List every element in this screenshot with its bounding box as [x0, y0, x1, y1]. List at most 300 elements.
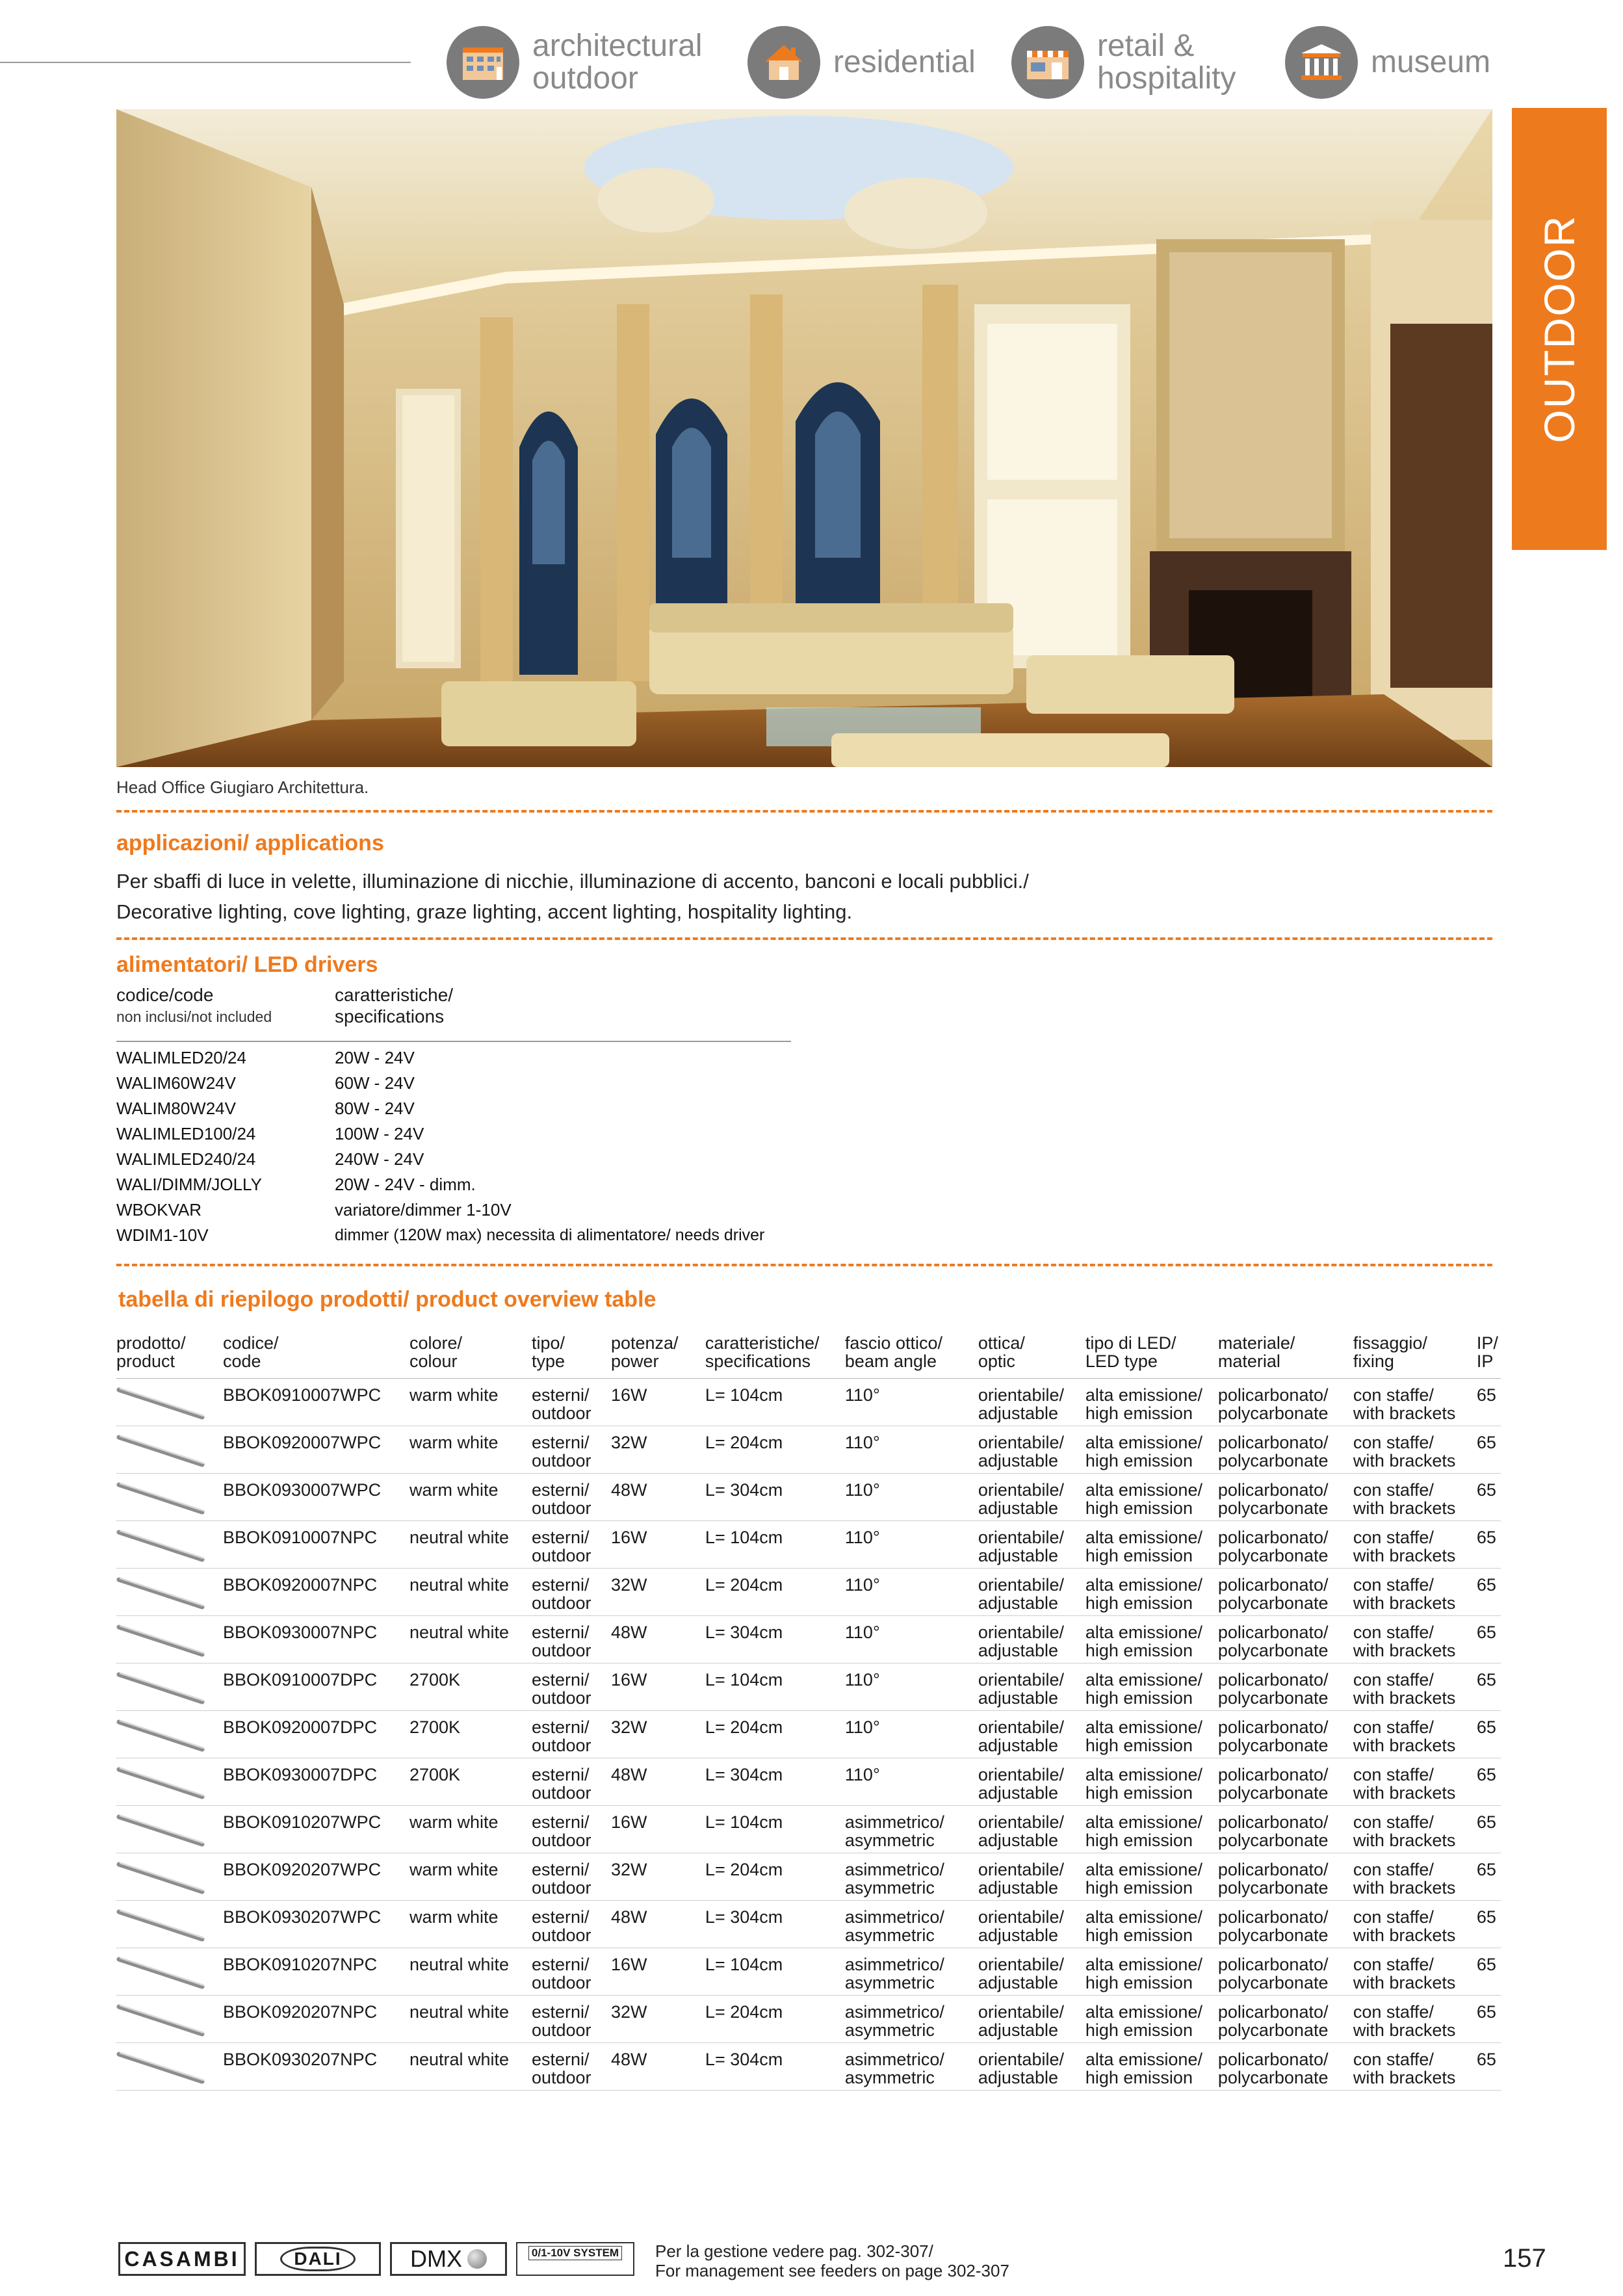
colour-text: 2700K	[409, 1765, 461, 1784]
ip-rating-text: 65	[1476, 1907, 1496, 1927]
ip-rating	[1477, 1426, 1501, 1474]
optic-text: adjustable	[978, 1878, 1058, 1898]
product-thumbnail	[116, 1616, 223, 1663]
led-type	[1085, 1379, 1218, 1426]
material	[1218, 1948, 1353, 1996]
product-row	[116, 1758, 1501, 1806]
material-text: polycarbonate	[1217, 1451, 1329, 1470]
beam-angle-text: asymmetric	[844, 1973, 935, 1992]
category-residential[interactable]	[747, 26, 976, 99]
optic-text: orientabile/	[978, 1623, 1064, 1642]
length-text: L= 304cm	[705, 1480, 783, 1500]
colour	[409, 1806, 532, 1853]
optic-text: orientabile/	[978, 1717, 1064, 1737]
material-text: polycarbonate	[1217, 2068, 1329, 2087]
optic-text: orientabile/	[978, 1670, 1064, 1689]
colour-text: neutral white	[409, 1528, 510, 1547]
material	[1218, 1996, 1353, 2043]
optic	[978, 1901, 1085, 1948]
power	[611, 1806, 705, 1853]
drivers-header-rule	[116, 1041, 791, 1042]
led-type-text: alta emissione/	[1085, 1385, 1202, 1405]
product-thumbnail	[116, 2043, 223, 2091]
photo-caption: Head Office Giugiaro Architettura.	[116, 777, 369, 797]
ip-rating-text: 65	[1476, 1765, 1496, 1784]
management-note	[655, 2241, 1009, 2280]
driver-code: WDIM1-10V	[116, 1225, 209, 1245]
ip-rating	[1477, 1616, 1501, 1663]
product-code	[223, 1758, 409, 1806]
led-type-text: alta emissione/	[1085, 2050, 1202, 2069]
power-text: 48W	[610, 1480, 647, 1500]
driver-spec: dimmer (120W max) necessita di alimentatore/ needs driver	[335, 1226, 765, 1244]
product-row	[116, 1901, 1501, 1948]
power	[611, 1711, 705, 1758]
material	[1218, 1616, 1353, 1663]
beam-angle	[845, 1806, 978, 1853]
category-label-line1: architectural	[532, 29, 703, 63]
driver-code: WALIMLED20/24	[116, 1048, 246, 1067]
ip-rating-text: 65	[1476, 1670, 1496, 1689]
beam-angle	[845, 1569, 978, 1616]
management-note-it: Per la gestione vedere pag. 302-307/	[655, 2241, 933, 2261]
colour-text: neutral white	[409, 2050, 510, 2069]
beam-angle-text: 110°	[844, 1528, 880, 1547]
length	[705, 1521, 845, 1569]
power	[611, 2043, 705, 2091]
led-type-text: alta emissione/	[1085, 1765, 1202, 1784]
length	[705, 1853, 845, 1901]
ip-rating	[1477, 1711, 1501, 1758]
led-type-text: alta emissione/	[1085, 1433, 1202, 1452]
led-type-text: alta emissione/	[1085, 1670, 1202, 1689]
optic	[978, 1379, 1085, 1426]
led-type	[1085, 1711, 1218, 1758]
led-type	[1085, 1996, 1218, 2043]
product-thumbnail	[116, 1853, 223, 1901]
beam-angle-text: asymmetric	[844, 1925, 935, 1945]
material-text: polycarbonate	[1217, 1736, 1329, 1755]
product-row	[116, 1806, 1501, 1853]
optic	[978, 1521, 1085, 1569]
driver-spec: 20W - 24V - dimm.	[335, 1175, 476, 1194]
type-text: esterni/	[531, 1433, 590, 1452]
drivers-heading: alimentatori/ LED drivers	[116, 952, 378, 977]
beam-angle	[845, 1426, 978, 1474]
power-text: 48W	[610, 1623, 647, 1642]
product-thumbnail	[116, 1663, 223, 1711]
optic-text: adjustable	[978, 1498, 1058, 1518]
beam-angle	[845, 1853, 978, 1901]
material-text: policarbonato/	[1217, 1528, 1329, 1547]
product-row	[116, 1616, 1501, 1663]
category-label-line1: residential	[833, 45, 976, 79]
fixing-text: with brackets	[1353, 1925, 1456, 1945]
beam-angle	[845, 1616, 978, 1663]
type-text: esterni/	[531, 1765, 590, 1784]
colour-text: neutral white	[409, 1575, 510, 1595]
driver-spec: 20W - 24V	[335, 1048, 415, 1067]
driver-spec: variatore/dimmer 1-10V	[335, 1200, 512, 1220]
beam-angle-text: asymmetric	[844, 1831, 935, 1850]
power	[611, 1426, 705, 1474]
type-text: esterni/	[531, 2002, 590, 2022]
led-type-text: high emission	[1085, 1925, 1193, 1945]
material-text: polycarbonate	[1217, 1688, 1329, 1708]
product-row	[116, 1853, 1501, 1901]
optic-text: adjustable	[978, 1736, 1058, 1755]
optic-text: orientabile/	[978, 1860, 1064, 1879]
led-bar-icon	[116, 2003, 207, 2039]
fixing	[1353, 1521, 1477, 1569]
product-row	[116, 1426, 1501, 1474]
product-code	[223, 1711, 409, 1758]
interior-photo	[116, 109, 1492, 767]
section-divider	[116, 1264, 1492, 1266]
product-thumbnail	[116, 1569, 223, 1616]
category-retail-hospitality[interactable]	[1011, 26, 1236, 99]
beam-angle	[845, 1948, 978, 1996]
ip-rating	[1477, 2043, 1501, 2091]
beam-angle	[845, 1758, 978, 1806]
type-text: esterni/	[531, 2050, 590, 2069]
material-text: policarbonato/	[1217, 1955, 1329, 1974]
power-text: 48W	[610, 1907, 647, 1927]
management-note-en: For management see feeders on page 302-307	[655, 2261, 1009, 2280]
led-type-text: high emission	[1085, 1593, 1193, 1613]
applications-line-en: Decorative lighting, cove lighting, graze lighting, accent lighting, hospitality lighting.	[116, 900, 853, 923]
led-bar-icon	[116, 1433, 207, 1470]
length-text: L= 204cm	[705, 1717, 783, 1737]
fixing-text: con staffe/	[1353, 1433, 1434, 1452]
colour-text: neutral white	[409, 1955, 510, 1974]
ip-rating	[1477, 1901, 1501, 1948]
length	[705, 1663, 845, 1711]
length	[705, 1711, 845, 1758]
ip-rating-text: 65	[1476, 1575, 1496, 1595]
beam-angle	[845, 1379, 978, 1426]
product-code-text: BBOK0910007NPC	[222, 1528, 378, 1547]
led-type-text: alta emissione/	[1085, 1955, 1202, 1974]
beam-angle	[845, 1474, 978, 1521]
product-thumbnail	[116, 1996, 223, 2043]
fixing	[1353, 1948, 1477, 1996]
casambi-logo: CASAMBI	[118, 2242, 246, 2276]
applications-text	[116, 866, 1029, 927]
fixing-text: with brackets	[1353, 1736, 1456, 1755]
page-number: 157	[1503, 2244, 1546, 2273]
product-code-text: BBOK0920007DPC	[222, 1717, 378, 1737]
header-material: materiale/ material	[1218, 1334, 1353, 1379]
drivers-list	[116, 1045, 764, 1248]
led-type-text: high emission	[1085, 1831, 1193, 1850]
applications-heading: applicazioni/ applications	[116, 831, 384, 855]
length-text: L= 204cm	[705, 2002, 783, 2022]
ip-rating-text: 65	[1476, 2002, 1496, 2022]
header-beam-angle: fascio ottico/ beam angle	[845, 1334, 978, 1379]
type	[532, 1901, 611, 1948]
colour	[409, 1616, 532, 1663]
power-text: 16W	[610, 1385, 647, 1405]
led-type-text: alta emissione/	[1085, 1480, 1202, 1500]
beam-angle-text: asimmetrico/	[844, 1907, 944, 1927]
category-architectural-outdoor[interactable]	[447, 26, 702, 99]
product-code-text: BBOK0910207NPC	[222, 1955, 378, 1974]
beam-angle	[845, 1711, 978, 1758]
length-text: L= 204cm	[705, 1860, 783, 1879]
fixing-text: with brackets	[1353, 1973, 1456, 1992]
product-code-text: BBOK0930007NPC	[222, 1623, 378, 1642]
product-thumbnail	[116, 1901, 223, 1948]
type-text: outdoor	[531, 1688, 591, 1708]
drivers-col2-title: caratteristiche/	[335, 985, 454, 1005]
product-code	[223, 1996, 409, 2043]
length-text: L= 304cm	[705, 1765, 783, 1784]
type-text: esterni/	[531, 1860, 590, 1879]
led-bar-icon	[116, 2050, 207, 2087]
material-text: policarbonato/	[1217, 1812, 1329, 1832]
ip-rating-text: 65	[1476, 1528, 1496, 1547]
led-type	[1085, 1901, 1218, 1948]
type-text: outdoor	[531, 1925, 591, 1945]
type-text: esterni/	[531, 1670, 590, 1689]
fixing-text: with brackets	[1353, 1688, 1456, 1708]
power	[611, 1758, 705, 1806]
colour	[409, 1901, 532, 1948]
type-text: outdoor	[531, 1831, 591, 1850]
ip-rating-text: 65	[1476, 1717, 1496, 1737]
fixing-text: con staffe/	[1353, 1670, 1434, 1689]
dmx-globe-icon	[467, 2249, 487, 2269]
power	[611, 1379, 705, 1426]
colour-text: neutral white	[409, 2002, 510, 2022]
product-row	[116, 1521, 1501, 1569]
header-code: codice/ code	[223, 1334, 409, 1379]
product-code	[223, 1663, 409, 1711]
beam-angle-text: 110°	[844, 1433, 880, 1452]
ip-rating	[1477, 1948, 1501, 1996]
ip-rating-text: 65	[1476, 1480, 1496, 1500]
power	[611, 1616, 705, 1663]
fixing-text: with brackets	[1353, 1641, 1456, 1660]
colour	[409, 1474, 532, 1521]
fixing-text: con staffe/	[1353, 1765, 1434, 1784]
power-text: 32W	[610, 1433, 647, 1452]
colour-text: 2700K	[409, 1717, 461, 1737]
material	[1218, 2043, 1353, 2091]
power-text: 32W	[610, 1860, 647, 1879]
product-code	[223, 2043, 409, 2091]
control-logos	[118, 2242, 634, 2276]
optic-text: adjustable	[978, 1641, 1058, 1660]
optic	[978, 1474, 1085, 1521]
led-bar-icon	[116, 1528, 207, 1565]
led-type	[1085, 2043, 1218, 2091]
product-code-text: BBOK0930207NPC	[222, 2050, 378, 2069]
fixing	[1353, 1711, 1477, 1758]
led-type-text: high emission	[1085, 1641, 1193, 1660]
beam-angle	[845, 2043, 978, 2091]
material	[1218, 1569, 1353, 1616]
product-thumbnail	[116, 1379, 223, 1426]
driver-spec: 100W - 24V	[335, 1124, 424, 1143]
museum-icon	[1285, 26, 1358, 99]
optic	[978, 1663, 1085, 1711]
driver-row	[116, 1223, 764, 1248]
driver-code: WALI/DIMM/JOLLY	[116, 1175, 262, 1194]
product-row	[116, 1474, 1501, 1521]
colour	[409, 1569, 532, 1616]
header-ip: IP/ IP	[1477, 1334, 1501, 1379]
header-fixing: fissaggio/ fixing	[1353, 1334, 1477, 1379]
power-text: 16W	[610, 1528, 647, 1547]
optic-text: adjustable	[978, 1925, 1058, 1945]
type-text: outdoor	[531, 1641, 591, 1660]
material-text: policarbonato/	[1217, 1717, 1329, 1737]
fixing-text: con staffe/	[1353, 1575, 1434, 1595]
material-text: polycarbonate	[1217, 1831, 1329, 1850]
type-text: outdoor	[531, 1783, 591, 1803]
led-type-text: high emission	[1085, 1878, 1193, 1898]
product-code	[223, 1521, 409, 1569]
ip-rating	[1477, 1379, 1501, 1426]
optic-text: adjustable	[978, 1831, 1058, 1850]
fixing-text: with brackets	[1353, 1783, 1456, 1803]
ip-rating-text: 65	[1476, 1955, 1496, 1974]
optic-text: orientabile/	[978, 1433, 1064, 1452]
type	[532, 1616, 611, 1663]
product-code	[223, 1426, 409, 1474]
power	[611, 1521, 705, 1569]
optic	[978, 1806, 1085, 1853]
header-power: potenza/ power	[611, 1334, 705, 1379]
beam-angle-text: 110°	[844, 1480, 880, 1500]
category-museum[interactable]	[1285, 26, 1490, 99]
driver-code: WALIMLED100/24	[116, 1124, 256, 1143]
type	[532, 1806, 611, 1853]
optic-text: adjustable	[978, 2068, 1058, 2087]
length-text: L= 104cm	[705, 1812, 783, 1832]
beam-angle-text: asimmetrico/	[844, 2050, 944, 2069]
led-bar-icon	[116, 1623, 207, 1660]
product-row	[116, 1948, 1501, 1996]
product-code-text: BBOK0920207NPC	[222, 2002, 378, 2022]
ip-rating-text: 65	[1476, 1860, 1496, 1879]
led-bar-icon	[116, 1481, 207, 1517]
fixing	[1353, 1996, 1477, 2043]
product-row	[116, 1663, 1501, 1711]
outdoor-side-tab	[1512, 108, 1607, 550]
led-type-text: high emission	[1085, 1498, 1193, 1518]
optic-text: orientabile/	[978, 1812, 1064, 1832]
colour-text: warm white	[409, 1860, 499, 1879]
fixing-text: con staffe/	[1353, 1907, 1434, 1927]
material	[1218, 1806, 1353, 1853]
optic-text: adjustable	[978, 1451, 1058, 1470]
category-label-line2: outdoor	[532, 61, 638, 96]
product-code-text: BBOK0910207WPC	[222, 1812, 382, 1832]
type-text: outdoor	[531, 1593, 591, 1613]
type-text: outdoor	[531, 1736, 591, 1755]
type-text: esterni/	[531, 1812, 590, 1832]
ip-rating	[1477, 1853, 1501, 1901]
material	[1218, 1711, 1353, 1758]
driver-row	[116, 1045, 764, 1071]
led-type-text: alta emissione/	[1085, 1528, 1202, 1547]
led-type-text: high emission	[1085, 1451, 1193, 1470]
type	[532, 1711, 611, 1758]
type	[532, 1853, 611, 1901]
fixing	[1353, 1758, 1477, 1806]
material	[1218, 1426, 1353, 1474]
side-tab-label: OUTDOOR	[1535, 215, 1583, 443]
beam-angle-text: asymmetric	[844, 2020, 935, 2040]
led-bar-icon	[116, 1671, 207, 1707]
material-text: polycarbonate	[1217, 1783, 1329, 1803]
fixing-text: with brackets	[1353, 1451, 1456, 1470]
power-text: 32W	[610, 1575, 647, 1595]
ip-rating-text: 65	[1476, 1812, 1496, 1832]
led-type-text: alta emissione/	[1085, 1717, 1202, 1737]
material-text: policarbonato/	[1217, 2050, 1329, 2069]
material-text: policarbonato/	[1217, 1907, 1329, 1927]
section-divider	[116, 810, 1492, 813]
product-code	[223, 1379, 409, 1426]
material-text: polycarbonate	[1217, 2020, 1329, 2040]
ip-rating	[1477, 1569, 1501, 1616]
dali-logo-text: DALI	[280, 2247, 355, 2271]
led-type-text: alta emissione/	[1085, 2002, 1202, 2022]
type	[532, 1948, 611, 1996]
colour-text: warm white	[409, 1433, 499, 1452]
optic	[978, 1569, 1085, 1616]
led-type	[1085, 1853, 1218, 1901]
fixing	[1353, 1616, 1477, 1663]
material	[1218, 1758, 1353, 1806]
optic-text: orientabile/	[978, 1528, 1064, 1547]
product-code	[223, 1616, 409, 1663]
driver-row	[116, 1071, 764, 1096]
colour	[409, 1853, 532, 1901]
material-text: policarbonato/	[1217, 1575, 1329, 1595]
type-text: esterni/	[531, 1717, 590, 1737]
power	[611, 1853, 705, 1901]
length-text: L= 104cm	[705, 1528, 783, 1547]
category-label-line2: hospitality	[1097, 61, 1236, 96]
optic-text: orientabile/	[978, 1480, 1064, 1500]
colour	[409, 1521, 532, 1569]
dali-logo	[255, 2242, 381, 2276]
fixing-text: with brackets	[1353, 1546, 1456, 1565]
building-icon	[447, 26, 519, 99]
optic-text: adjustable	[978, 1783, 1058, 1803]
led-type-text: high emission	[1085, 1546, 1193, 1565]
led-bar-icon	[116, 1718, 207, 1755]
type	[532, 1758, 611, 1806]
led-bar-icon	[116, 1813, 207, 1849]
length	[705, 1616, 845, 1663]
optic-text: orientabile/	[978, 1907, 1064, 1927]
power-text: 32W	[610, 1717, 647, 1737]
led-type-text: high emission	[1085, 2020, 1193, 2040]
header-led-type: tipo di LED/ LED type	[1085, 1334, 1218, 1379]
fixing	[1353, 1569, 1477, 1616]
material-text: polycarbonate	[1217, 1546, 1329, 1565]
type-text: outdoor	[531, 2068, 591, 2087]
fixing	[1353, 1853, 1477, 1901]
type	[532, 1663, 611, 1711]
beam-angle	[845, 1901, 978, 1948]
